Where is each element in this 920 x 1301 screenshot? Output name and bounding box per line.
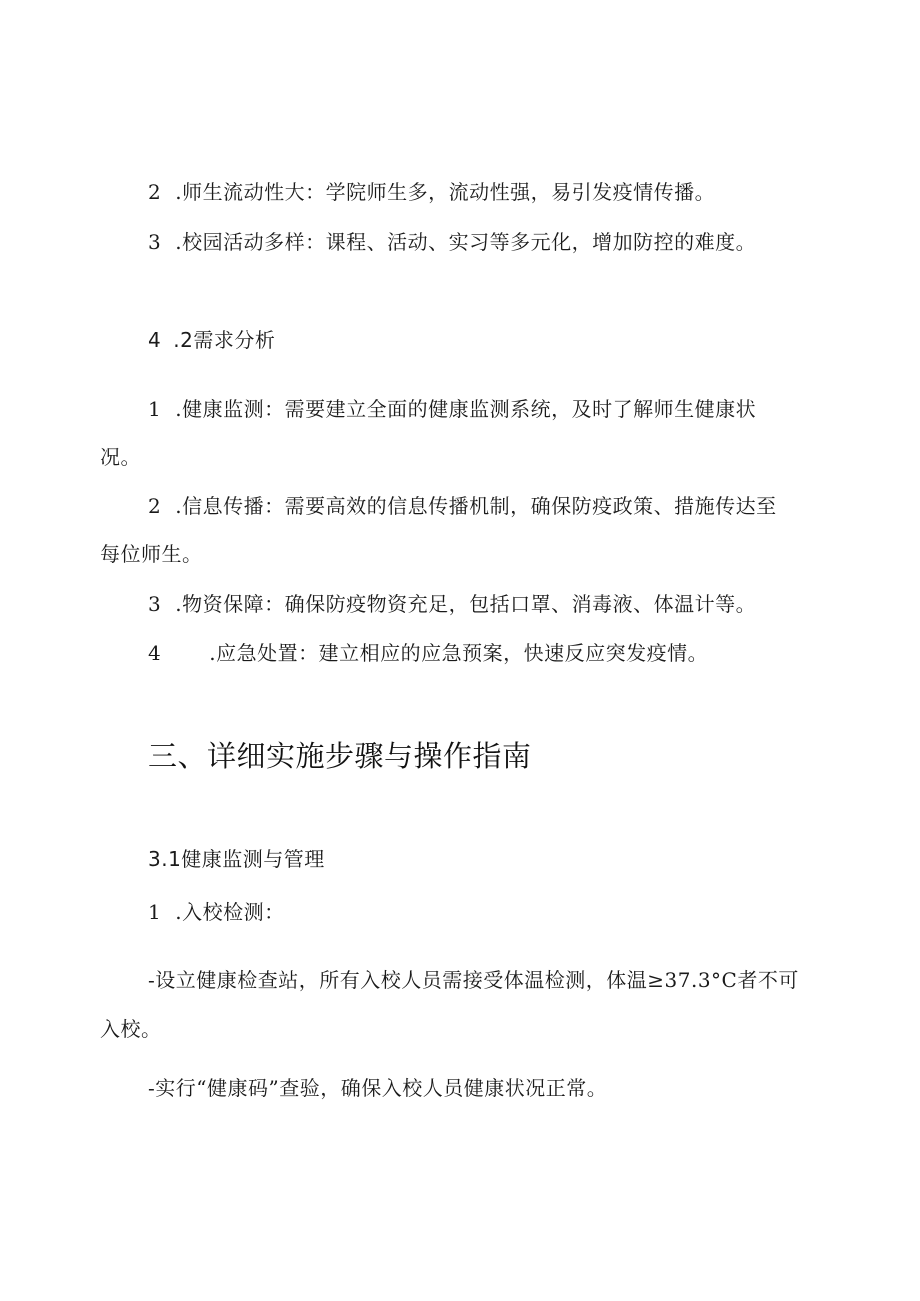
heading-number: 4 [148,328,162,352]
list-item-entry-check [148,899,285,925]
list-text: .健康监测：需要建立全面的健康监测系统，及时了解师生健康状 [175,397,757,421]
section-heading-health: 3.1健康监测与管理 [148,847,325,871]
list-text-continued: 况。 [100,445,141,469]
list-text: .物资保障：确保防疫物资充足，包括口罩、消毒液、体温计等。 [175,592,757,616]
heading-text: .2需求分析 [173,328,276,352]
list-item-emergency [148,640,708,666]
list-item-mobility [148,179,715,205]
section-heading-needs [148,327,275,353]
bullet-text: -设立健康检查站，所有入校人员需接受体温检测，体温≥37.3°C者不可 [148,968,799,992]
list-number: 1 [148,900,162,924]
list-item-health-monitoring [148,396,756,422]
list-text-continued: 每位师生。 [100,542,203,566]
bullet-item-continuation [100,1016,162,1042]
list-item-activities [148,229,756,255]
bullet-item-health-code [148,1075,607,1101]
list-number: 4 [148,641,162,665]
list-text: .信息传播：需要高效的信息传播机制，确保防疫政策、措施传达至 [175,494,777,518]
list-text: .入校检测： [175,900,285,924]
list-number: 1 [148,397,162,421]
list-number: 2 [148,180,162,204]
list-text: .应急处置：建立相应的应急预案，快速反应突发疫情。 [209,641,709,665]
list-text: .师生流动性大：学院师生多，流动性强，易引发疫情传播。 [175,180,716,204]
list-text: .校园活动多样：课程、活动、实习等多元化，增加防控的难度。 [175,230,757,254]
list-item-continuation [100,444,141,470]
list-number: 3 [148,230,162,254]
list-item-supplies [148,591,756,617]
bullet-item-temperature [148,967,799,993]
list-item-information [148,493,777,519]
bullet-text: -实行“健康码”查验，确保入校人员健康状况正常。 [148,1076,608,1100]
chapter-title: 三、详细实施步骤与操作指南 [148,739,532,773]
list-item-continuation [100,541,203,567]
list-number: 2 [148,494,162,518]
bullet-text-continued: 入校。 [100,1017,162,1041]
list-number: 3 [148,592,162,616]
